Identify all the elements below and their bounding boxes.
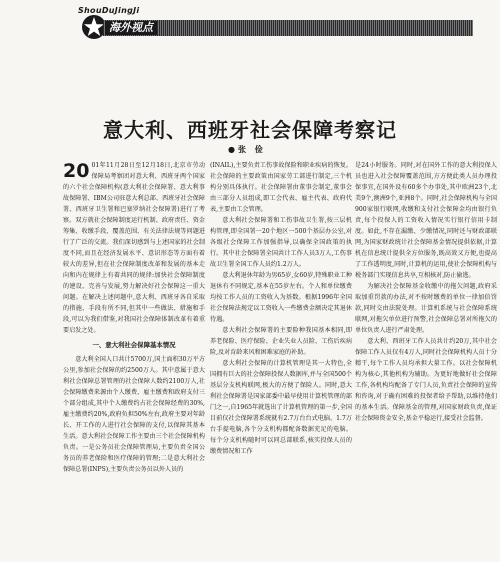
paragraph: 意大利全国人口共计5700万,国土面积30万平方公里,参加社会保障的约2500万人。其中意属于意大利社会保障总署管理的社会保障人数约2100万人,社会保障缴费来源由个人缴费、雇主缴费和政府支付三个部分组成,其中个人缴费约占社会保障经费的30%,雇主缴费约20%,政府负担50%左右,政府主要对年龄长、开工作的人进行社会保障的支付,以保障其基本生活。意大利社会保障工作主要由三个社会保障机构负责。一是公务员社会保障管理局,主要负责全国公务员的养老保险和医疗保障的管理;二是意大利社会保障总署(INPS),主要负责公务员以外人员的 [63, 356, 205, 473]
dropcap: 20 [63, 160, 90, 182]
paragraph: 意大利、西班牙工作人员共计约20万,其中社会保障工作人员仅有4万人,同时社会保障机构人员十分精干,每个工作人员均承担大量工作。以社会保障机构为核心,其他机构为辅助。为更好地做好社会保障工作,各机构均配备了专门人员,负责社会保障的宣传和咨询,对于确有困难的投保者给予帮助,以维持他们的基本生活。保障基金的管理,对国家财政负责,保证社会保障资金安全,基金平稳运行,接受社会监督。 [355, 338, 497, 422]
section-header-bar [103, 20, 473, 36]
paragraph: 为解决社会保障基金收缴中的拖欠问题,政府采取加重罚款的办法,对不按时缴费的单位一律加倍罚款,同时交由法院处理。计算机系统与社会保障系统联网,对拖欠单位进行预警,社会保障总署对所拖欠的单位负责人进行严肃处理。 [355, 283, 497, 334]
masthead-brand: ShouDuJingJi [78, 6, 140, 15]
article-author: ●张 俭 [228, 144, 266, 154]
article-column-1 [63, 160, 205, 560]
paragraph: (INAIL),主要负责工伤事故保险和职业疾病的恢复。社会保障的主要政策由国家劳工部进行制定,三个机构分别具体执行。社会保障署由董事会制定,董事会由三部分人员组成,即工会代表、雇主代表、政府代表,主要由工会管理。 [210, 162, 352, 213]
section-heading: 一、意大利社会保障基本情况 [92, 341, 176, 349]
article-title: 意大利、西班牙社会保障考察记 [103, 118, 397, 142]
section-label: 海外视点 [105, 21, 157, 35]
paragraph: 意大利社会保障署的主要险种我国基本相同,即养老保险、医疗保险、企业失业人员险、工伤后疾病险,及对育龄来风和困难家庭的补助。 [210, 327, 352, 356]
paragraph: 是24小时服务。同时,对在国外工作的意大利投保人员也进入社会保障覆盖范围,方方便此类人员办理投保事宜,在国外设有60多个办事处,其中欧洲23个,北美9个,澳洲9个,亚洲8个。同时,社会保障机构与全国900家银行联网,收缴和支付社会保障金均由银行负责,每个投保人的工资收入情况实行银行信用卡制度。如此,不存在漏缴、少缴情况,同时还与财政部联网,为国家财政统计社会保障基金情况提供依据,计算机在信息统计提供全方位服务,既高效又方便,也提高了工作透明度,同时,计算机的运用,使社会保障机构与税务部门实现信息共享,互相核对,防止偷逃。 [355, 162, 497, 279]
intro-paragraph [63, 160, 205, 336]
intro-text: 01年11月28日至12月18日,北京市劳动保障局考察团对意大利、西班牙两个国家的六个社会保障机构(意大利社会保障署、意大利事故保障署、IBM公司驻意大利总部、西班牙社会保障署、西班牙卫生署和巴塞罗纳社会保障署)进行了考察。双方就社会保障制度运行机制、政府责任、资金筹集、收缴手段、覆盖范围、有关法律法规等问题进行了广泛的交流。我们深切感到与上述国家的社会制度不同,而且在经济发展水平、意识形态等方面有着较大的差异,但在社会保障制度改革和发展的基本走向和内在规律上有着共同的规律:加快社会保障制度的建设、完善与发展,努力解决好社会保障这一重大问题。在解决上述问题中,意大利、西班牙各自采取的措施、手段有所不同,但其中一些做法、措施和手段,可以为我们借鉴,对我国社会保障体制改革有着重要启发之处。 [63, 162, 205, 334]
article-column-2 [210, 160, 352, 560]
paragraph: 意大利社会保障署和工伤事故卫生署,按三层机构管理,即全国署一20个地区一500个基层办公室,对各级社会保障工作加强指导,以确保全国政策的执行。其中社会保障署全国共计工作人员3万人,工伤事故卫生署全国工作人员约1.2万人。 [210, 217, 352, 268]
paragraph: 意大利社会保障的计算机管理是其一大特色,全国拥有巨大的社会保障投保人数据库,并与全国500个基层分支机构联网,极大的方便了保险人。同时,意大利社会保障署是国家部委中最早使用计算机管理的部门之一,自1965年就选出了计算机管理的第一步,全国目前仅社会保障署系统就有2.7万台台式电脑、1.7万台手提电脑,各个分支机构都配备数据充足的电脑。每个分支机构随时可以同总部联系,核实投保人员的缴费情况和工作 [210, 360, 352, 455]
article-column-3 [355, 160, 497, 560]
paragraph: 意大利退休年龄为男65岁,女60岁,特殊职业工种退休有不同规定,基本在55岁左右。个人和单位缴费均按工作人员的工资收入为基数。根据1996年全国社会保障法规定以工资收入一些缴费金额决定其退休待遇。 [210, 272, 352, 323]
